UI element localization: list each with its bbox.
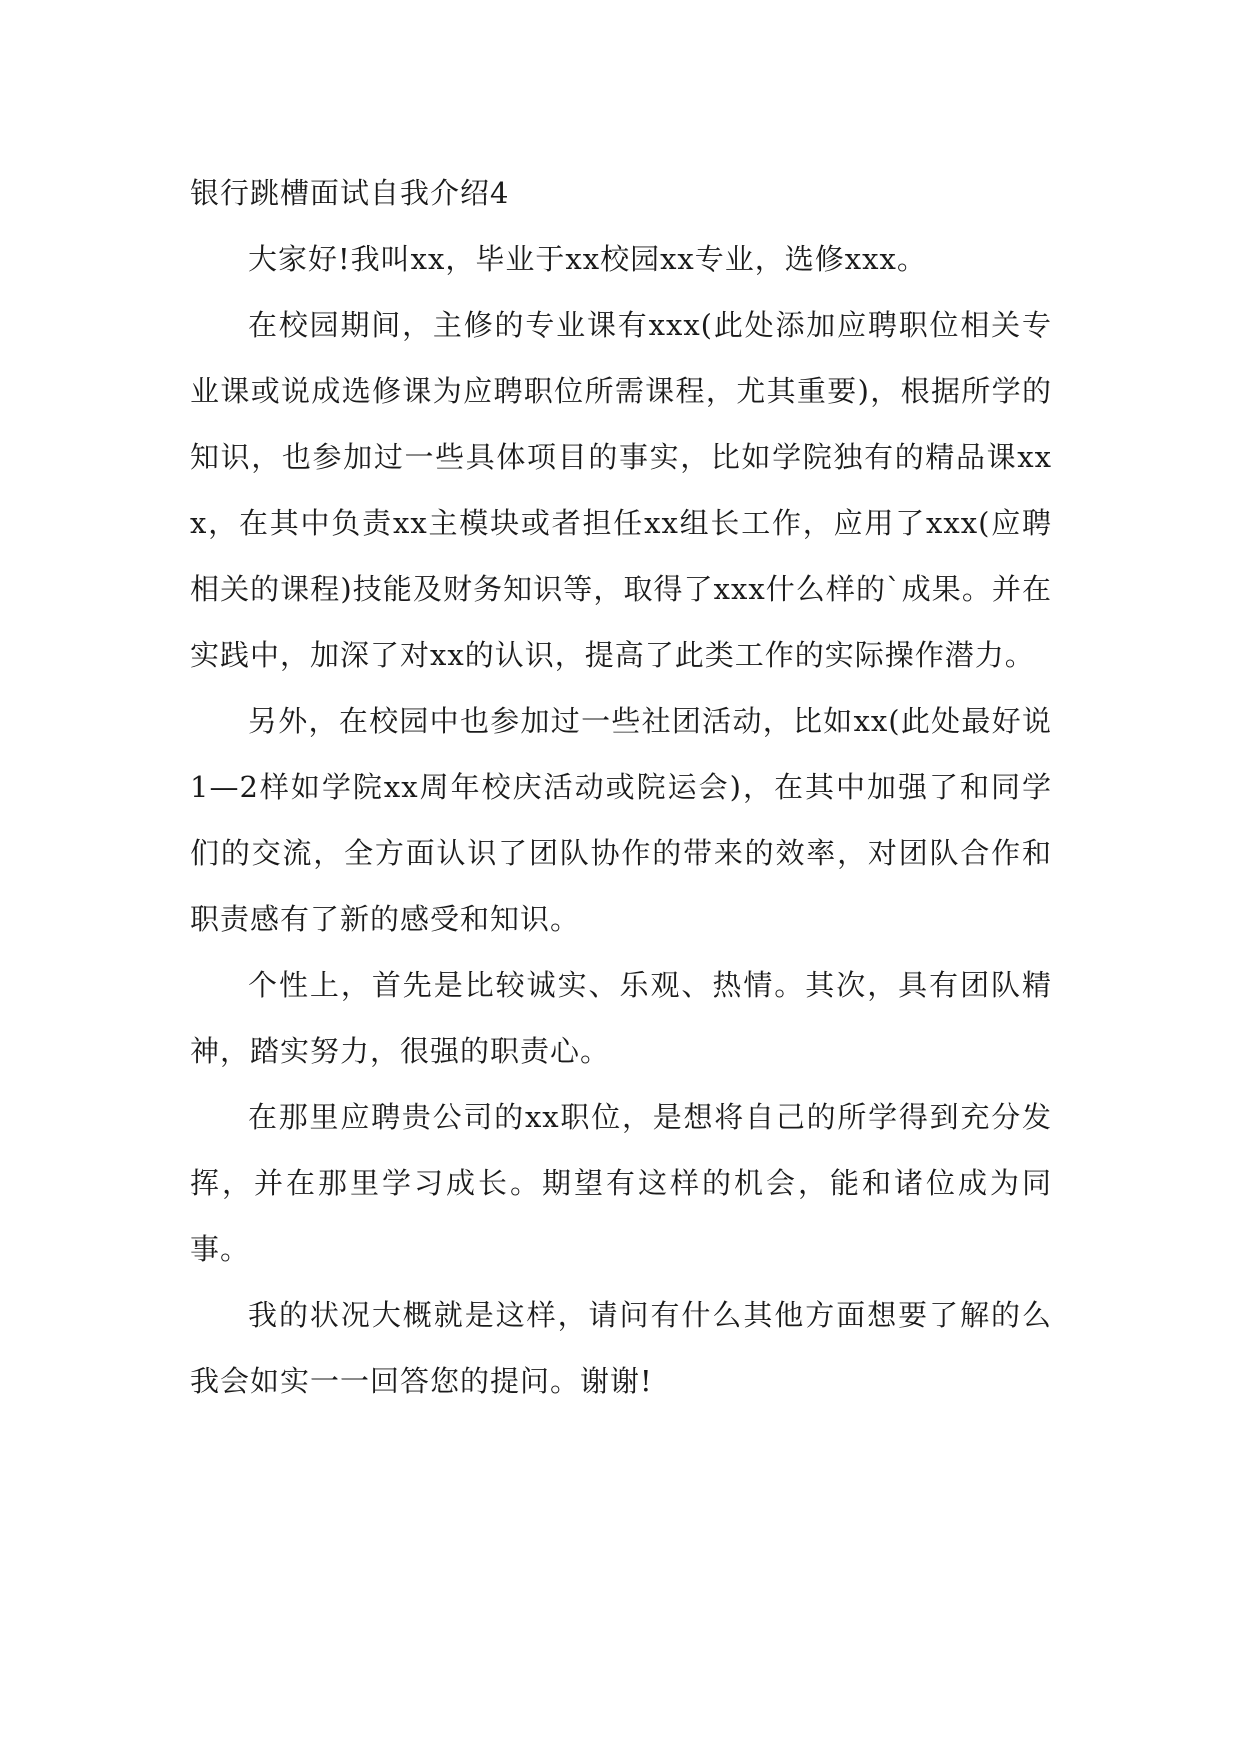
paragraph-coursework: 在校园期间，主修的专业课有xxx(此处添加应聘职位相关专业课或说成选修课为应聘职位所需课程，尤其重要)，根据所学的知识，也参加过一些具体项目的事实，比如学院独有的精品课xxx，在其中负责xx主模块或者担任xx组长工作，应用了xxx(应聘相关的课程)技能及财务知识等，取得了xxx什么样的`成果。并在实践中，加深了对xx的认识，提高了此类工作的实际操作潜力。 xyxy=(190,308,1052,672)
paragraph-personality: 个性上，首先是比较诚实、乐观、热情。其次，具有团队精神，踏实努力，很强的职责心。 xyxy=(190,968,1052,1068)
paragraph-motivation: 在那里应聘贵公司的xx职位，是想将自己的所学得到充分发挥，并在那里学习成长。期望有这样的机会，能和诸位成为同事。 xyxy=(190,1100,1052,1266)
document-title: 银行跳槽面试自我介绍4 xyxy=(190,176,510,210)
paragraph-closing: 我的状况大概就是这样，请问有什么其他方面想要了解的么我会如实一一回答您的提问。谢谢! xyxy=(190,1298,1052,1398)
document-page xyxy=(190,160,1052,1414)
paragraph-activities: 另外，在校园中也参加过一些社团活动，比如xx(此处最好说1—2样如学院xx周年校庆活动或院运会)，在其中加强了和同学们的交流，全方面认识了团队协作的带来的效率，对团队合作和职责感有了新的感受和知识。 xyxy=(190,704,1052,936)
paragraph-greeting: 大家好!我叫xx，毕业于xx校园xx专业，选修xxx。 xyxy=(248,242,927,276)
